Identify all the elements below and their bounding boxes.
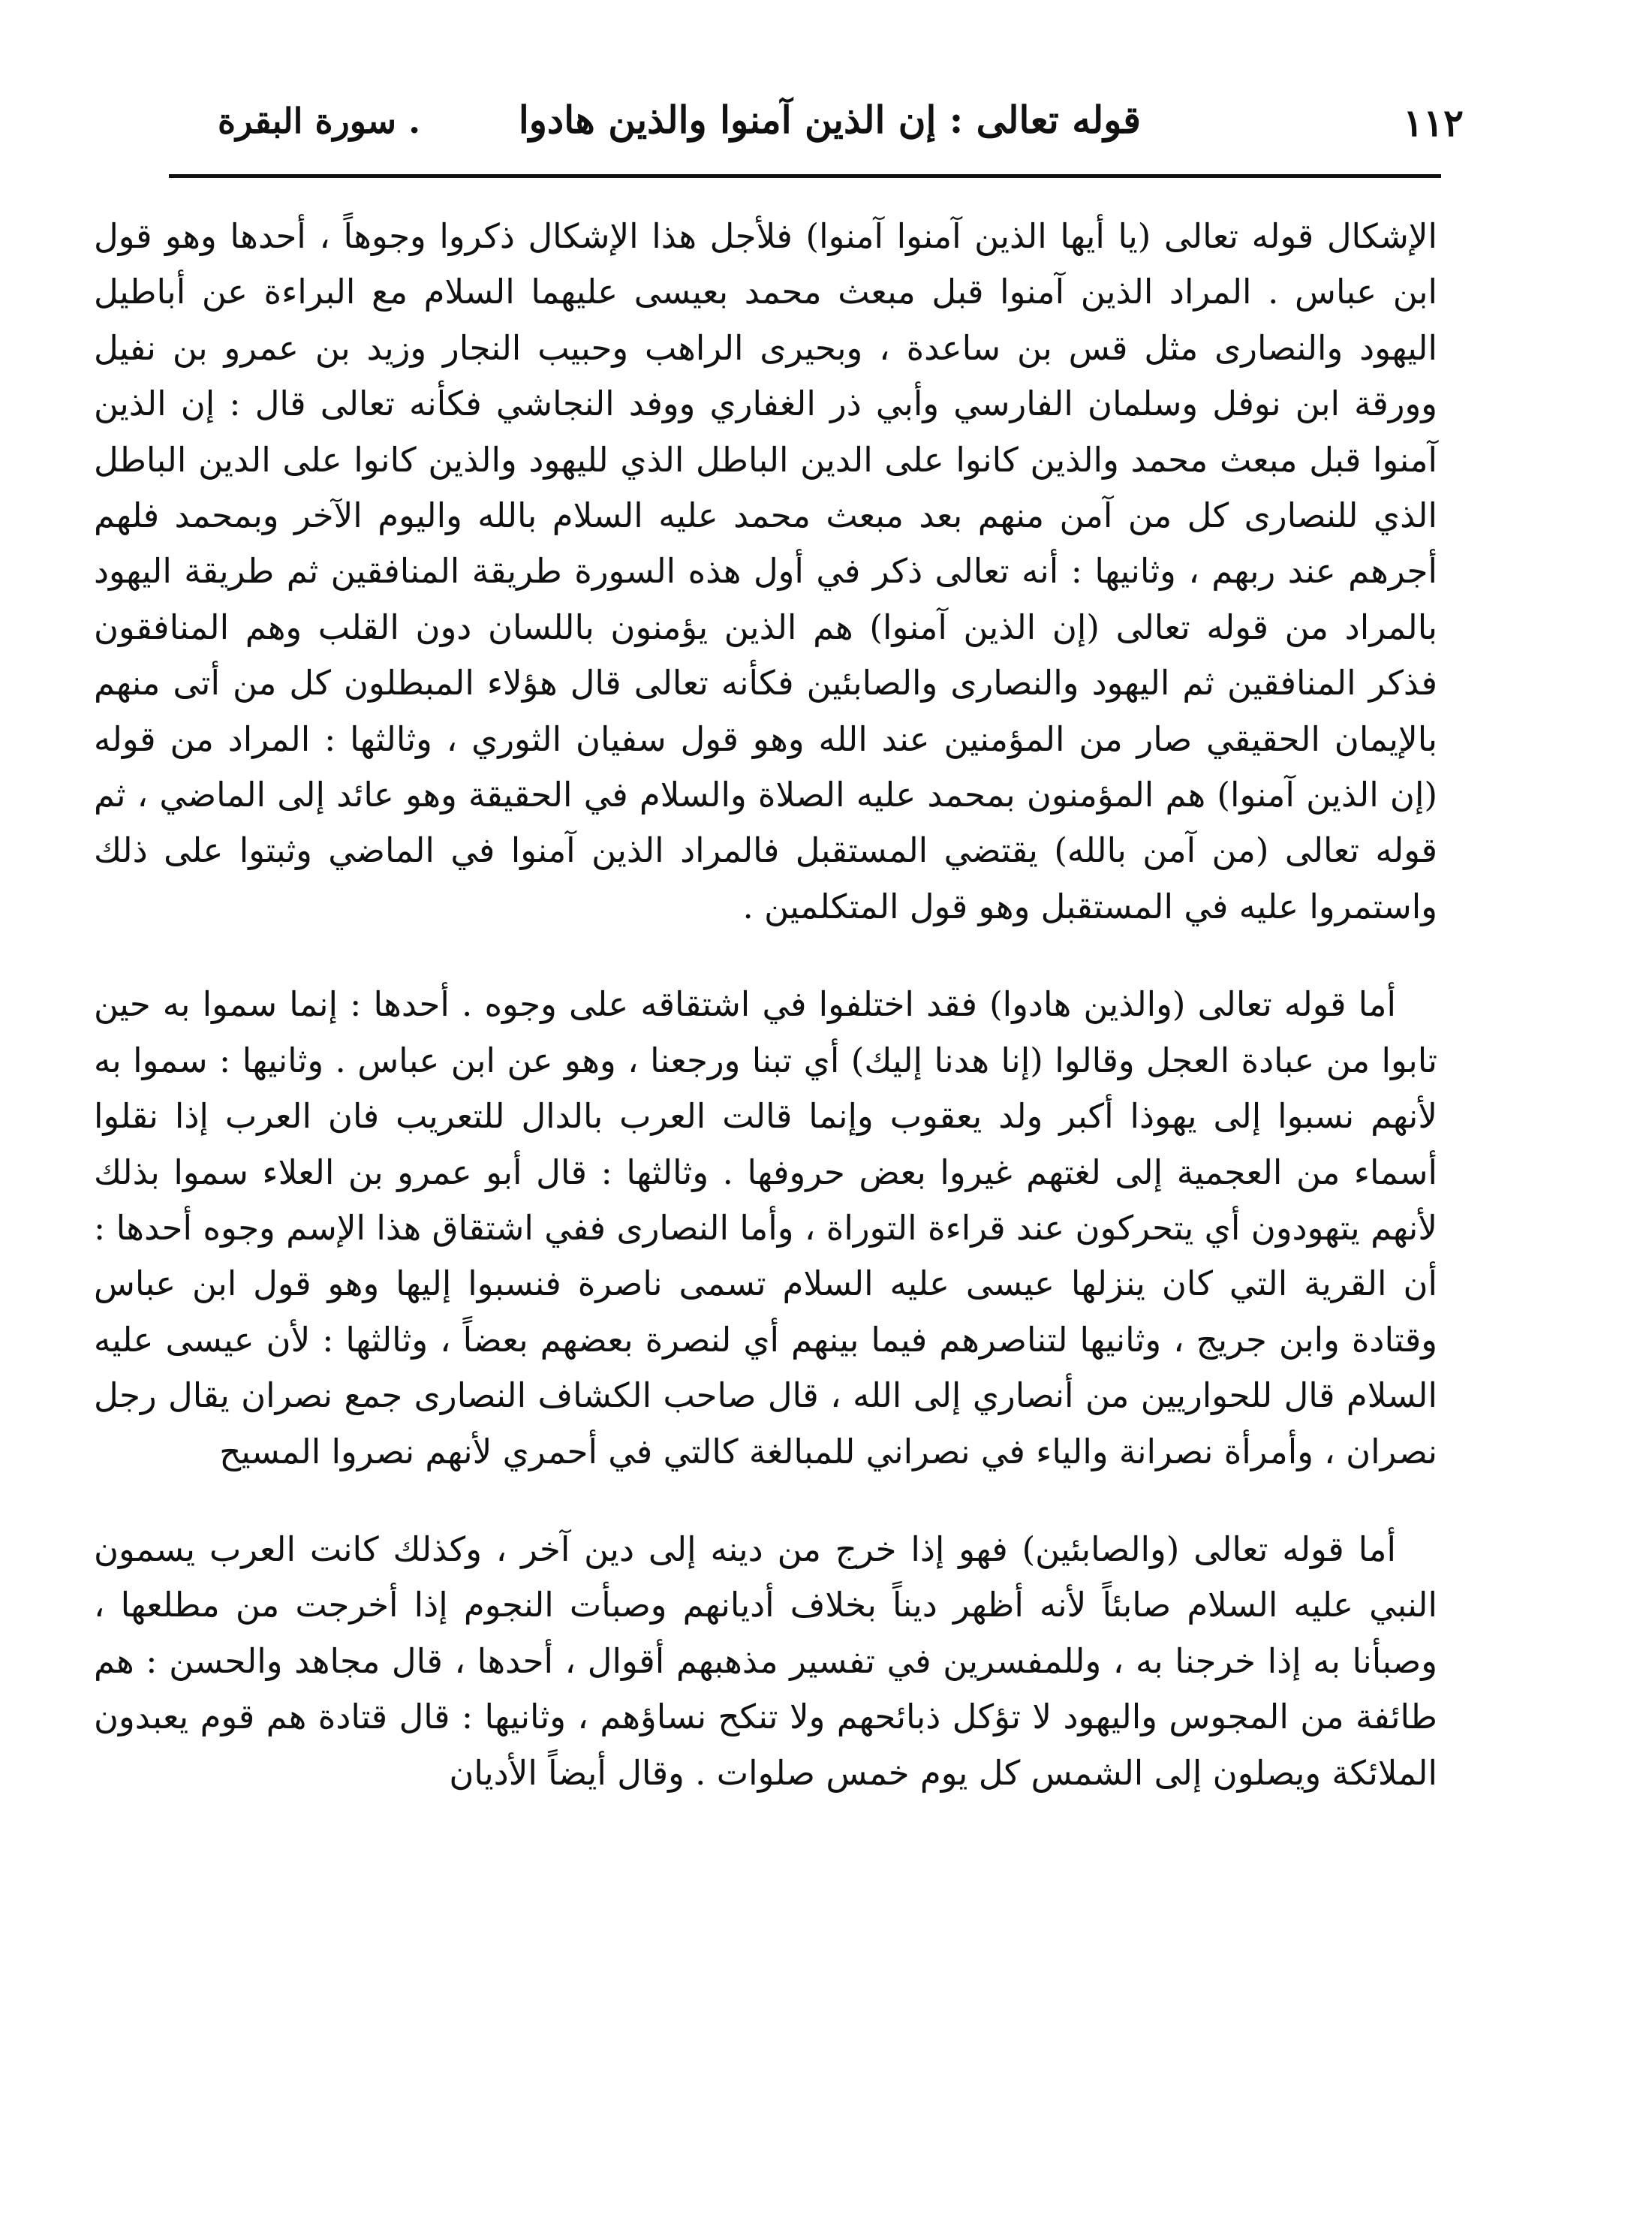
header-rule	[169, 174, 1441, 178]
page-number: ١١٢	[1403, 101, 1464, 145]
paragraph: أما قوله تعالى (والصابئين) فهو إذا خرج من دينه إلى دين آخر ، وكذلك كانت العرب يسمون النبي عليه السلام صابئاً لأنه أظهر ديناً بخلاف أديانهم وصبأت النجوم إذا أخرجت من مطلعها ، وصبأنا به إذا خرجنا به ، وللمفسرين في تفسير مذهبهم أقوال ، أحدها ، قال مجاهد والحسن : هم طائفة من المجوس واليهود لا تؤكل ذبائحهم ولا تنكح نساؤهم ، وثانيها : قال قتادة هم قوم يعبدون الملائكة ويصلون إلى الشمس كل يوم خمس صلوات . وقال أيضاً الأديان	[94, 1529, 1437, 1793]
paragraph: أما قوله تعالى (والذين هادوا) فقد اختلفوا في اشتقاقه على وجوه . أحدها : إنما سموا به حين تابوا من عبادة العجل وقالوا (إنا هدنا إليك) أي تبنا ورجعنا ، وهو عن ابن عباس . وثانيها : سموا به لأنهم نسبوا إلى يهوذا أكبر ولد يعقوب وإنما قالت العرب بالدال للتعريب فان العرب إذا نقلوا أسماء من العجمية إلى لغتهم غيروا بعض حروفها . وثالثها : قال أبو عمرو بن العلاء سموا بذلك لأنهم يتهودون أي يتحركون عند قراءة التوراة ، وأما النصارى ففي اشتقاق هذا الإسم وجوه أحدها : أن القرية التي كان ينزلها عيسى عليه السلام تسمى ناصرة فنسبوا إليها وهو قول ابن عباس وقتادة وابن جريج ، وثانيها لتناصرهم فيما بينهم أي لنصرة بعضهم بعضاً ، وثالثها : لأن عيسى عليه السلام قال للحواريين من أنصاري إلى الله ، قال صاحب الكشاف النصارى جمع نصران يقال رجل نصران ، وأمرأة نصرانة والياء في نصراني للمبالغة كالتي في أحمري لأنهم نصروا المسيح	[94, 984, 1437, 1471]
header-title: قوله تعالى : إن الذين آمنوا والذين هادوا	[518, 98, 1141, 142]
running-header	[173, 90, 1464, 158]
body-text	[94, 209, 1437, 1801]
paragraph: الإشكال قوله تعالى (يا أيها الذين آمنوا آمنوا) فلأجل هذا الإشكال ذكروا وجوهاً ، أحدها وهو قول ابن عباس . المراد الذين آمنوا قبل مبعث محمد بعيسى عليهما السلام مع البراءة عن أباطيل اليهود والنصارى مثل قس بن ساعدة ، وبحيرى الراهب وحبيب النجار وزيد بن عمرو بن نفيل وورقة ابن نوفل وسلمان الفارسي وأبي ذر الغفاري ووفد النجاشي فكأنه تعالى قال : إن الذين آمنوا قبل مبعث محمد والذين كانوا على الدين الباطل الذي لليهود والذين كانوا على الدين الباطل الذي للنصارى كل من آمن منهم بعد مبعث محمد عليه السلام بالله واليوم الآخر وبمحمد فلهم أجرهم عند ربهم ، وثانيها : أنه تعالى ذكر في أول هذه السورة طريقة المنافقين ثم طريقة اليهود بالمراد من قوله تعالى (إن الذين آمنوا) هم الذين يؤمنون باللسان دون القلب وهم المنافقون فذكر المنافقين ثم اليهود والنصارى والصابئين فكأنه تعالى قال هؤلاء المبطلون كل من أتى منهم بالإيمان الحقيقي صار من المؤمنين عند الله وهو قول سفيان الثوري ، وثالثها : المراد من قوله (إن الذين آمنوا) هم المؤمنون بمحمد عليه الصلاة والسلام في الحقيقة وهو عائد إلى الماضي ، ثم قوله تعالى (من آمن بالله) يقتضي المستقبل فالمراد الذين آمنوا في الماضي وثبتوا على ذلك واستمروا عليه في المستقبل وهو قول المتكلمين .	[94, 216, 1437, 926]
header-surah-name: . سورة البقرة	[218, 101, 421, 141]
